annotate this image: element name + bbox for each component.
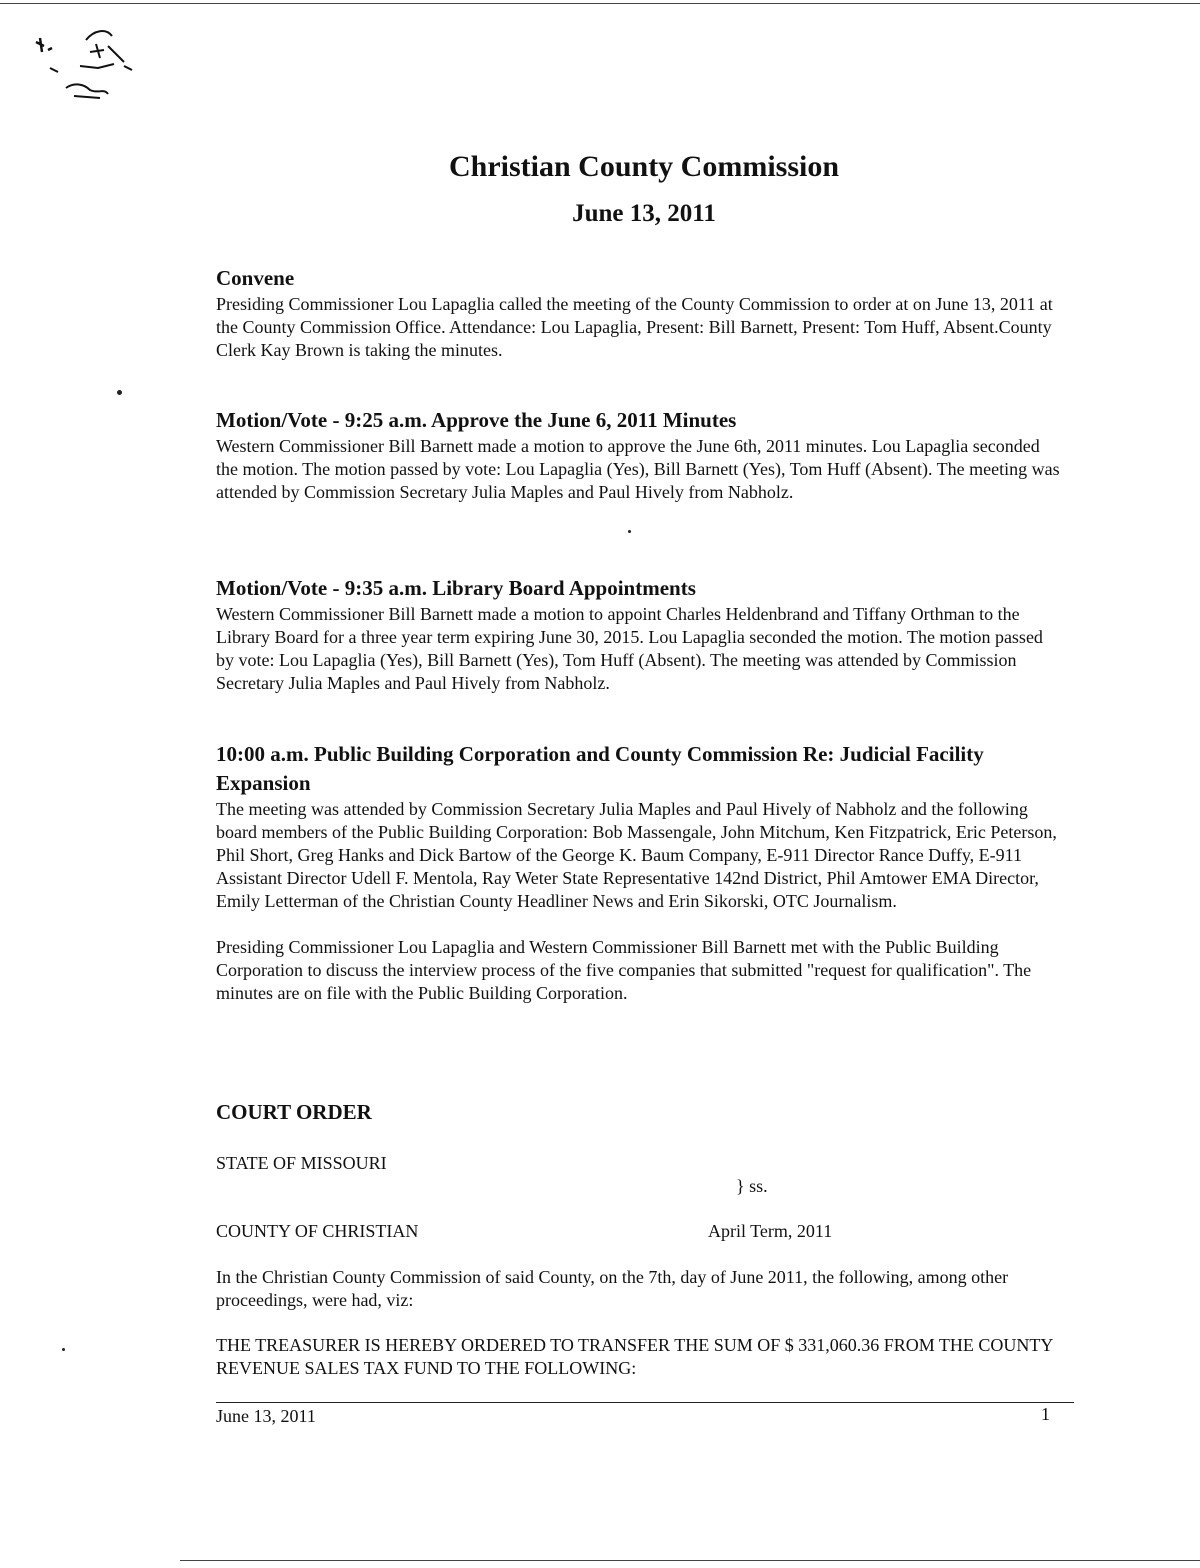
stray-mark (628, 530, 631, 533)
court-order-text: THE TREASURER IS HEREBY ORDERED TO TRANSFER THE SUM OF $ 331,060.36 FROM THE COUNTY REVENUE SALES TAX FUND TO THE FOLLOWING: (216, 1335, 1053, 1378)
court-order-term: April Term, 2011 (708, 1221, 833, 1241)
section-paragraph: Western Commissioner Bill Barnett made a motion to approve the June 6th, 2011 minutes. Lou Lapaglia seconded the motion. The motion passed by vote: Lou Lapaglia (Yes), Bill Barnett (Yes), Tom Huff (Absent). The meeting was attended by Commission Secretary Julia Maples and Paul Hively from Nabholz. (216, 436, 1060, 502)
section-approve-minutes (216, 406, 1061, 504)
section-paragraph: Presiding Commissioner Lou Lapaglia called the meeting of the County Commission to order at on June 13, 2011 at the County Commission Office. Attendance: Lou Lapaglia, Present: Bill Barnett, Present: Tom Huff, Absent.County Clerk Kay Brown is taking the minutes. (216, 294, 1053, 360)
scan-edge-bottom (180, 1560, 1200, 1561)
section-heading: Motion/Vote - 9:35 a.m. Library Board Appointments (216, 576, 696, 600)
footer-date: June 13, 2011 (216, 1406, 316, 1426)
footer-rule (216, 1402, 1074, 1403)
section-convene (216, 264, 1061, 362)
section-heading: Motion/Vote - 9:25 a.m. Approve the June 6, 2011 Minutes (216, 408, 737, 432)
page-number: 1 (1041, 1404, 1050, 1424)
section-paragraph: The meeting was attended by Commission Secretary Julia Maples and Paul Hively of Nabholz and the following board members of the Public Building Corporation: Bob Massengale, John Mitchum, Ken Fitzpatrick, Eric Peterson, Phil Short, Greg Hanks and Dick Bartow of the George K. Baum Company, E-911 Director Rance Duffy, E-911 Assistant Director Udell F. Mentola, Ray Weter State Representative 142nd District, Phil Amtower EMA Director, Emily Letterman of the Christian County Headliner News and Erin Sikorski, OTC Journalism. (216, 799, 1057, 911)
section-paragraph: Presiding Commissioner Lou Lapaglia and Western Commissioner Bill Barnett met with the Public Building Corporation to discuss the interview process of the five companies that submitted "request for qualification". The minutes are on file with the Public Building Corporation. (216, 937, 1032, 1003)
document-date: June 13, 2011 (572, 200, 716, 227)
court-order-proceedings: In the Christian County Commission of said County, on the 7th, day of June 2011, the following, among other proceedings, were had, viz: (216, 1267, 1009, 1310)
section-heading: COURT ORDER (216, 1100, 372, 1124)
section-heading: Convene (216, 266, 295, 290)
section-court-order (216, 1098, 1061, 1127)
county-seal-mark (28, 22, 148, 107)
court-order-ss: } ss. (736, 1176, 768, 1196)
section-paragraph: Western Commissioner Bill Barnett made a motion to appoint Charles Heldenbrand and Tiffany Orthman to the Library Board for a three year term expiring June 30, 2015. Lou Lapaglia seconded the motion. The motion passed by vote: Lou Lapaglia (Yes), Bill Barnett (Yes), Tom Huff (Absent). The meeting was attended by Commission Secretary Julia Maples and Paul Hively from Nabholz. (216, 604, 1043, 693)
court-order-county: COUNTY OF CHRISTIAN (216, 1221, 419, 1241)
scan-edge-top (0, 3, 1200, 4)
court-order-state: STATE OF MISSOURI (216, 1153, 387, 1173)
document-title: Christian County Commission (448, 150, 840, 183)
stray-mark (62, 1348, 65, 1351)
stray-mark (117, 390, 122, 395)
section-heading: 10:00 a.m. Public Building Corporation and County Commission Re: Judicial Facility Expansion (216, 742, 984, 795)
section-library-board (216, 574, 1061, 695)
section-judicial-facility (216, 740, 1061, 1005)
